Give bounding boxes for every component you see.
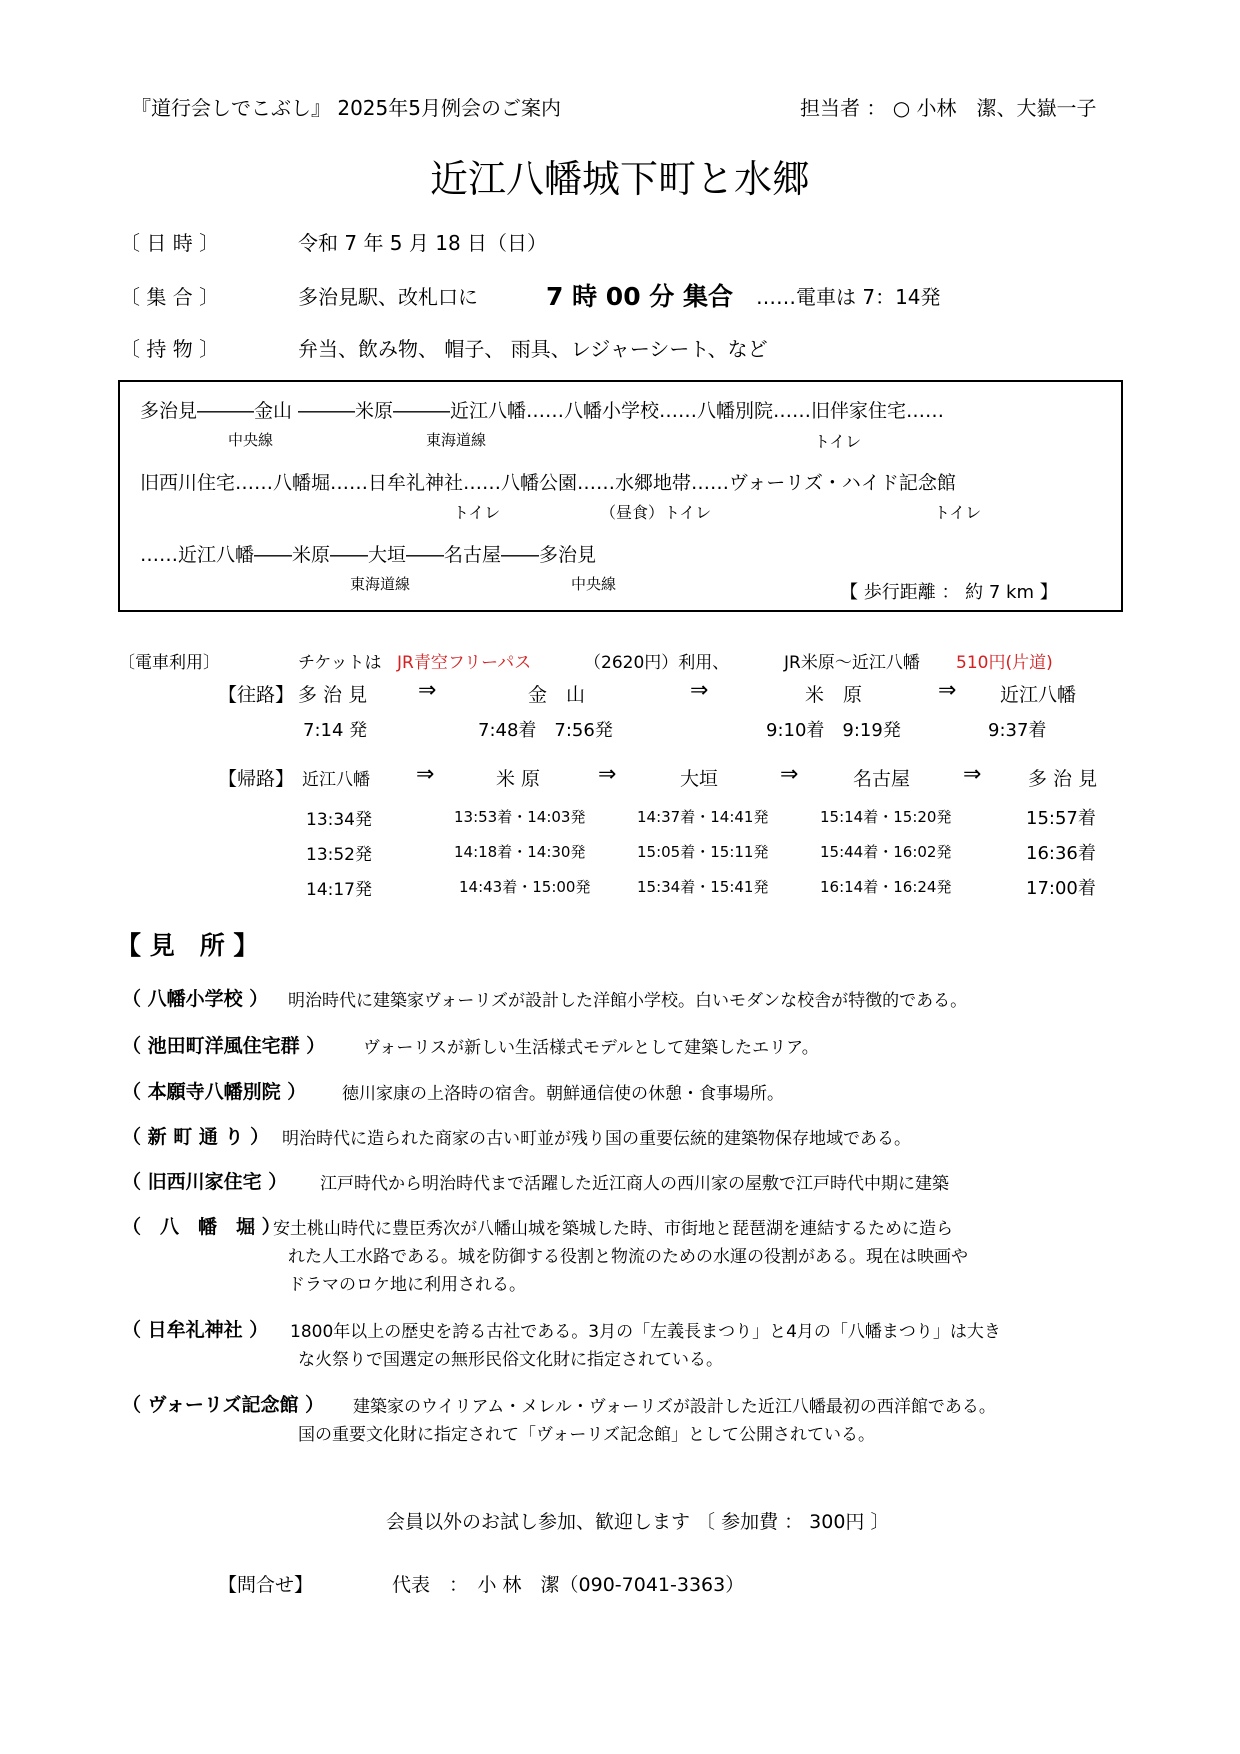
return-time: 16:36着 (1026, 843, 1096, 864)
return-station-omihachiman: 近江八幡 (302, 770, 370, 790)
return-time: 13:52発 (306, 845, 372, 865)
outbound-time-omihachiman: 9:37着 (988, 720, 1047, 741)
route-line-2: 旧西川住宅……八幡堀……日牟礼神社……八幡公園……水郷地帯……ヴォーリズ・ハイド記念館 (140, 472, 956, 494)
ticket-suffix: （2620円）利用、 (584, 653, 730, 673)
staff-in-charge: 担当者 ： ○ 小林 潔、大嶽一子 (800, 96, 1097, 120)
sight-name: （ ヴォーリズ記念館 ） (122, 1394, 325, 1416)
return-station-maibara: 米 原 (496, 768, 541, 790)
return-time: 13:34発 (306, 810, 372, 830)
sight-desc: れた人工水路である。城を防御する役割と物流のための水運の役割がある。現在は映画や (288, 1247, 968, 1267)
date-label: 〔 日 時 〕 (120, 231, 220, 255)
sight-desc: な火祭りで国選定の無形民俗文化財に指定されている。 (298, 1350, 723, 1370)
return-station-ogaki: 大垣 (680, 768, 719, 790)
sight-desc: 安土桃山時代に豊臣秀次が八幡山城を築城した時、市街地と琵琶湖を連結するために造ら (273, 1219, 953, 1239)
outbound-time-tajimi: 7:14 発 (303, 720, 368, 741)
route-note-toilet-3: トイレ (934, 503, 982, 522)
fare-route: JR米原～近江八幡 (784, 653, 920, 673)
contact-value: 代表 ： 小 林 潔（090-7041-3363） (392, 1574, 745, 1596)
sight-desc: 建築家のウイリアム・メレル・ヴォーリズが設計した近江八幡最初の西洋館である。 (353, 1397, 996, 1417)
return-label: 【帰路】 (218, 768, 295, 790)
outbound-station-maibara: 米 原 (805, 684, 863, 706)
arrow-icon: ⇒ (416, 762, 435, 787)
sight-desc: 明治時代に造られた商家の古い町並が残り国の重要伝統的建築物保存地域である。 (282, 1129, 911, 1149)
sight-name: （ 池田町洋風住宅群 ） (122, 1035, 326, 1057)
walking-distance: 【 歩行距離 ： 約 7 km 】 (840, 582, 1058, 603)
items-label: 〔 持 物 〕 (120, 337, 220, 361)
sight-desc: 1800年以上の歴史を誇る古社である。3月の「左義長まつり」と4月の「八幡まつり」は大き (290, 1322, 1001, 1342)
return-time: 17:00着 (1026, 878, 1096, 899)
route-note-tokaido-1: 東海道線 (426, 431, 487, 449)
outbound-time-maibara: 9:10着 9:19発 (766, 720, 901, 741)
arrow-icon: ⇒ (780, 762, 799, 787)
return-time: 15:05着・15:11発 (637, 843, 769, 861)
page-title: 近江八幡城下町と水郷 (429, 157, 810, 201)
outbound-station-kanayama: 金 山 (528, 684, 586, 706)
contact-label: 【問合せ】 (218, 1574, 314, 1596)
return-station-tajimi: 多 治 見 (1028, 768, 1098, 790)
notice-heading: 『道行会しでこぶし』 2025年5月例会のご案内 (131, 96, 561, 120)
sight-name: （ 旧西川家住宅 ） (122, 1171, 288, 1193)
return-time: 14:18着・14:30発 (454, 843, 586, 861)
meeting-label: 〔 集 合 〕 (120, 285, 220, 309)
train-label: 〔電車利用〕 (118, 653, 220, 673)
outbound-time-kanayama: 7:48着 7:56発 (478, 720, 613, 741)
return-station-nagoya: 名古屋 (853, 768, 911, 790)
route-note-chuo-1: 中央線 (228, 431, 274, 449)
route-note-chuo-2: 中央線 (571, 575, 617, 593)
sight-desc: ドラマのロケ地に利用される。 (288, 1275, 526, 1295)
return-time: 14:17発 (306, 880, 372, 900)
route-line-1: 多治見―――金山 ―――米原―――近江八幡……八幡小学校……八幡別院……旧伴家住宅…… (140, 400, 945, 422)
return-time: 15:34着・15:41発 (637, 878, 769, 896)
sight-desc: 江戸時代から明治時代まで活躍した近江商人の西川家の屋敷で江戸時代中期に建築 (320, 1174, 949, 1194)
route-note-toilet-1: トイレ (814, 432, 862, 451)
sight-name: （ 新 町 通 り ） (122, 1126, 270, 1148)
route-line-3: ……近江八幡――米原――大垣――名古屋――多治見 (140, 544, 597, 566)
fare-value: 510円(片道) (956, 653, 1053, 673)
arrow-icon: ⇒ (418, 678, 437, 703)
sight-name: （ 本願寺八幡別院 ） (122, 1081, 307, 1103)
outbound-label: 【往路】 (218, 684, 295, 706)
route-note-toilet-2: トイレ (453, 503, 501, 522)
meeting-train: ……電車は 7：14発 (756, 285, 941, 309)
return-time: 15:14着・15:20発 (820, 808, 952, 826)
return-time: 14:37着・14:41発 (637, 808, 769, 826)
return-time: 16:14着・16:24発 (820, 878, 952, 896)
date-value: 令和 7 年 5 月 18 日（日） (298, 231, 548, 255)
meeting-place: 多治見駅、改札口に (298, 285, 478, 309)
return-time: 15:57着 (1026, 808, 1096, 829)
arrow-icon: ⇒ (963, 762, 982, 787)
arrow-icon: ⇒ (690, 678, 709, 703)
return-time: 14:43着・15:00発 (459, 878, 591, 896)
sights-heading: 【 見 所 】 (116, 931, 259, 960)
return-time: 13:53着・14:03発 (454, 808, 586, 826)
return-time: 15:44着・16:02発 (820, 843, 952, 861)
meeting-time: 7 時 00 分 集合 (546, 282, 733, 311)
items-value: 弁当、飲み物、 帽子、 雨具、レジャーシート、など (298, 337, 768, 361)
sight-name: （ 八 幡 堀 ） (122, 1216, 281, 1238)
arrow-icon: ⇒ (938, 678, 957, 703)
trial-participation: 会員以外のお試し参加、歓迎します 〔 参加費 ： 300円 〕 (386, 1511, 890, 1533)
sight-name: （ 八幡小学校 ） (122, 988, 269, 1010)
sight-name: （ 日牟礼神社 ） (122, 1319, 269, 1341)
route-note-tokaido-2: 東海道線 (350, 575, 411, 593)
sight-desc: 国の重要文化財に指定されて「ヴォーリズ記念館」として公開されている。 (298, 1425, 875, 1445)
ticket-name: JR青空フリーパス (397, 653, 532, 673)
sight-desc: 明治時代に建築家ヴォーリズが設計した洋館小学校。白いモダンな校舎が特徴的である。 (288, 991, 968, 1011)
sight-desc: 徳川家康の上洛時の宿舎。朝鮮通信使の休憩・食事場所。 (342, 1084, 784, 1104)
arrow-icon: ⇒ (598, 762, 617, 787)
outbound-station-tajimi: 多 治 見 (298, 684, 368, 706)
outbound-station-omihachiman: 近江八幡 (1000, 684, 1077, 706)
route-note-lunch: （昼食）トイレ (600, 503, 712, 522)
route-box (118, 380, 1123, 612)
sight-desc: ヴォーリスが新しい生活様式モデルとして建築したエリア。 (363, 1038, 819, 1058)
ticket-prefix: チケットは (298, 653, 382, 673)
